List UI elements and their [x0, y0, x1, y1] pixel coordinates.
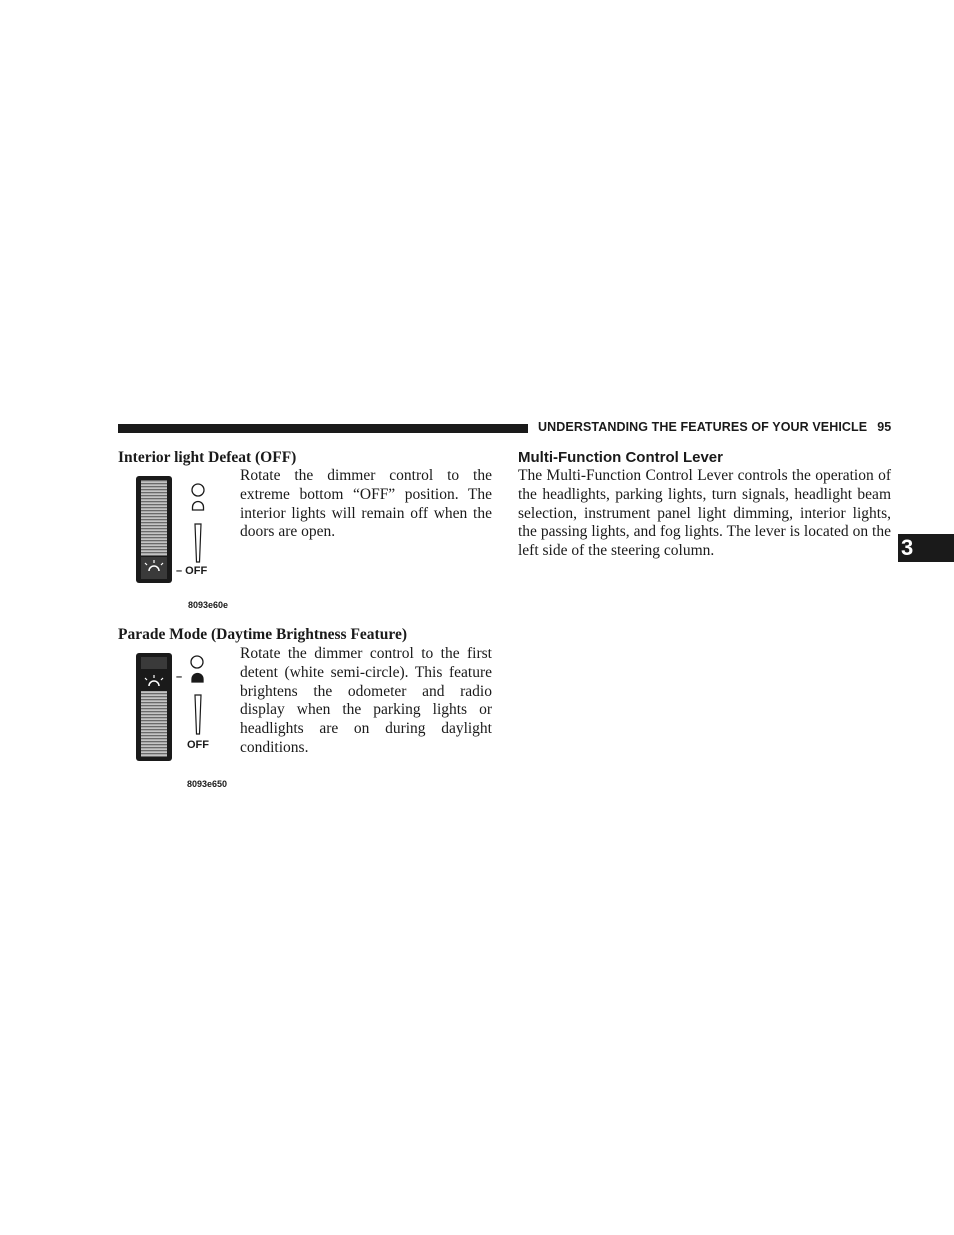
section-title-interior-light-defeat: Interior light Defeat (OFF)	[118, 449, 297, 466]
running-title: UNDERSTANDING THE FEATURES OF YOUR VEHICLE	[538, 420, 868, 434]
header-rule	[118, 424, 528, 433]
dimmer-wheel	[141, 480, 167, 556]
section-body-interior-light-defeat: Rotate the dimmer control to the extreme bottom “OFF” position. The interior lights will remain off when the doors are open.	[240, 467, 492, 541]
dimmer-wheel	[141, 691, 167, 757]
dimmer-wheel-top	[141, 657, 167, 669]
dimmer-range-wedge-icon	[195, 695, 201, 734]
page-number: 95	[877, 420, 892, 434]
semi-circle-icon	[193, 502, 204, 511]
full-circle-icon	[191, 656, 203, 668]
section-title-parade-mode: Parade Mode (Daytime Brightness Feature)	[118, 626, 407, 643]
figure-id: 8093e650	[187, 779, 228, 789]
figure-id: 8093e60e	[188, 600, 229, 610]
off-label: – OFF	[176, 565, 208, 577]
section-body-parade-mode: Rotate the dimmer control to the first detent (white semi-circle). This feature brightens the odometer and radio display when the parking lights or headlights are on during daylight conditions.	[240, 645, 492, 756]
full-circle-icon	[192, 484, 204, 496]
dash-label: –	[176, 671, 183, 683]
semi-circle-filled-icon	[192, 674, 203, 683]
running-header	[538, 420, 891, 434]
section-title-multi-function-lever: Multi-Function Control Lever	[518, 449, 723, 466]
section-body-multi-function-lever: The Multi-Function Control Lever controls the operation of the headlights, parking lights, turn signals, headlight beam selection, instrument panel light dimming, interior lights, the passing lights, and fog lights. The lever is located on the left side of the steering column.	[518, 467, 891, 560]
dimmer-range-wedge-icon	[195, 524, 201, 562]
chapter-tab[interactable]: 3	[898, 534, 954, 562]
off-label: OFF	[187, 739, 209, 751]
